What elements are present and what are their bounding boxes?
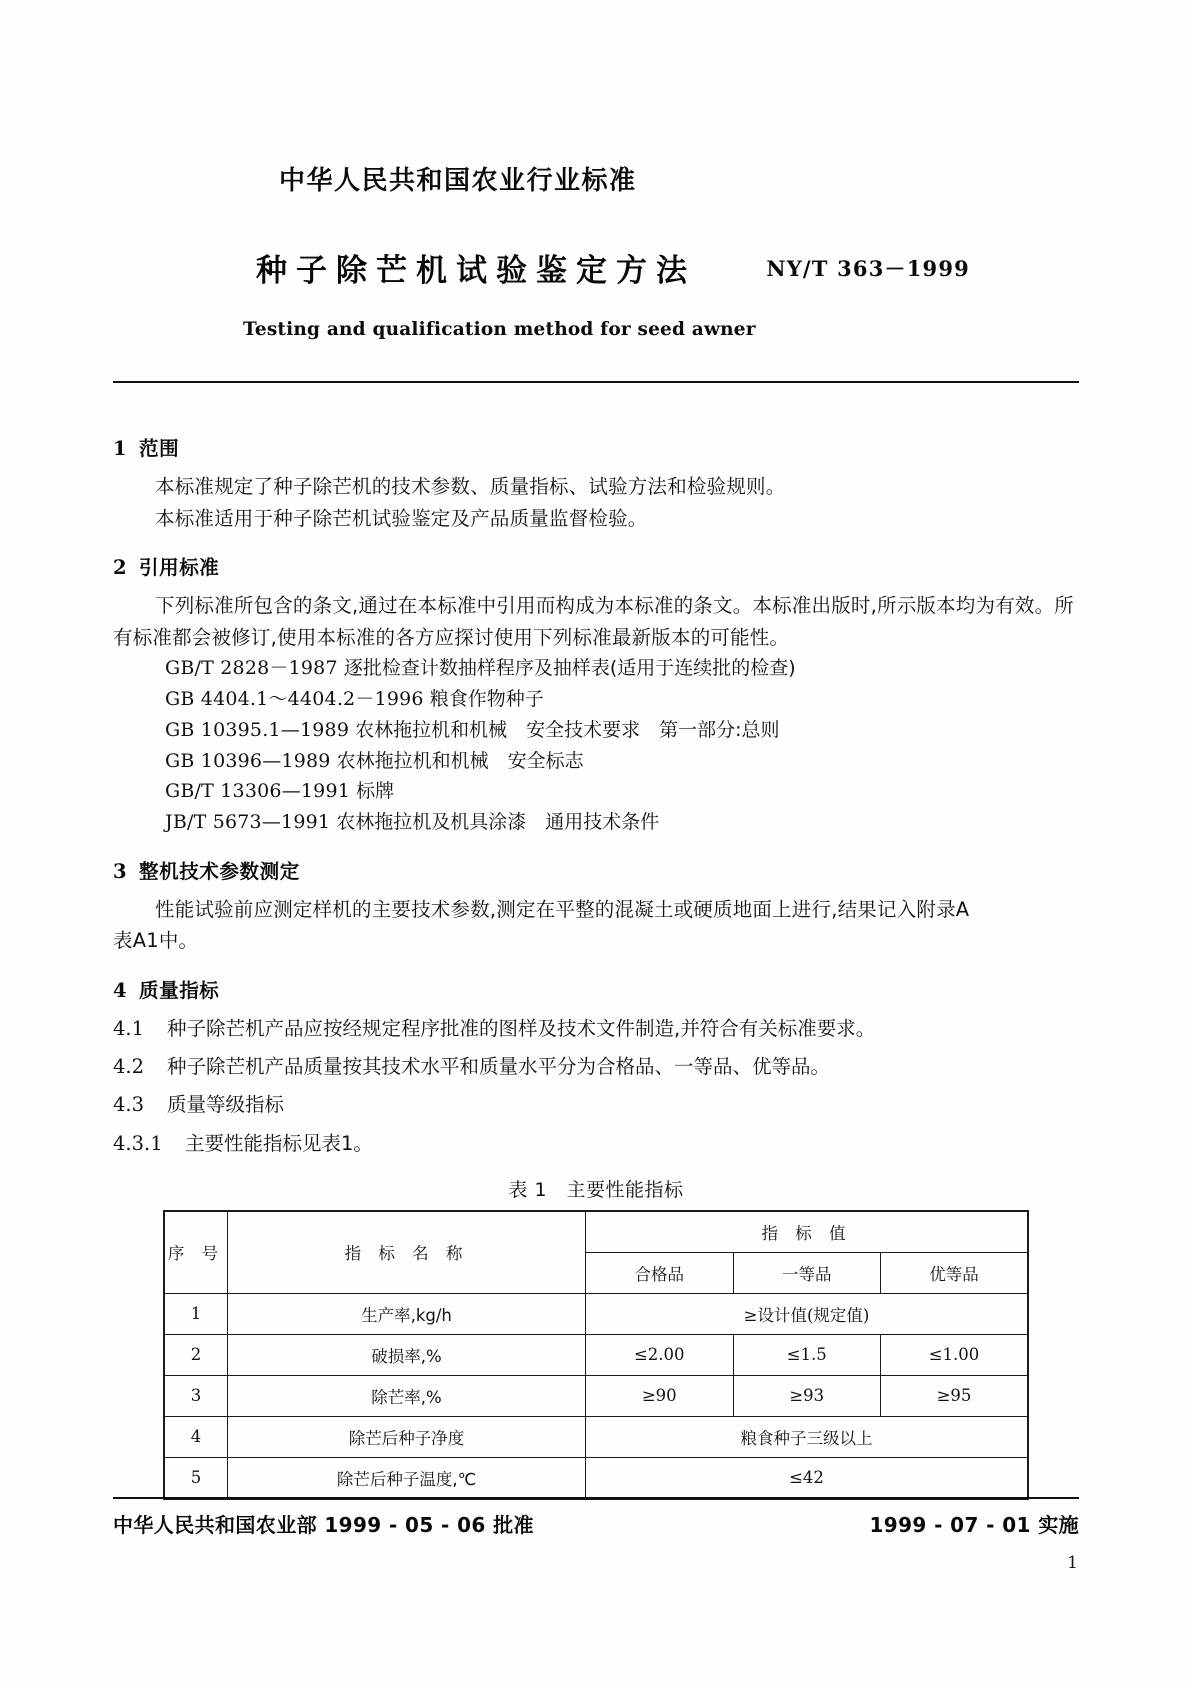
subclause-4-2-number: 4.2 [113,1055,145,1079]
row-index-name: 破损率,% [228,1334,586,1375]
document-title: 种子除芒机试验鉴定方法 [256,253,696,289]
row-value-pass: ≥90 [586,1375,734,1416]
column-header-seq: 序 号 [164,1211,228,1294]
subclause-4-1-text: 种子除芒机产品应按经规定程序批准的图样及技术文件制造,并符合有关标准要求。 [167,1017,876,1041]
section-number-4: 4 [113,979,128,1003]
table-header-row-1 [164,1211,1028,1253]
column-header-grade-pass: 合格品 [586,1252,734,1293]
column-header-grade-first: 一等品 [733,1252,881,1293]
row-value-pass: ≤2.00 [586,1334,734,1375]
row-seq: 1 [164,1293,228,1334]
reference-title: 逐批检查计数抽样程序及抽样表(适用于连续批的检查) [343,657,796,680]
column-header-index-value: 指 标 值 [586,1211,1029,1253]
table-row [164,1375,1028,1416]
table-row [164,1416,1028,1457]
title-row [113,245,1078,293]
subclause-4-3 [113,1089,1079,1120]
reference-code: GB 10395.1—1989 [165,718,350,741]
section-number-1: 1 [113,437,128,460]
column-header-grade-superior: 优等品 [881,1252,1029,1293]
row-seq: 2 [164,1334,228,1375]
reference-item [165,807,1079,838]
section-title-1: 范围 [139,437,180,460]
section-2-paragraph-1: 下列标准所包含的条文,通过在本标准中引用而构成为本标准的条文。本标准出版时,所示版本均为有效。所有标准都会被修订,使用本标准的各方应探讨使用下列标准最新版本的可能性。 [113,594,1074,649]
reference-item [165,684,1079,715]
page-number: 1 [1067,1553,1078,1573]
row-value-merged: ≥设计值(规定值) [586,1293,1029,1334]
header-divider [113,381,1079,383]
subclause-4-3-1 [113,1128,1079,1159]
footer-divider [113,1497,1079,1499]
section-1-paragraph-2: 本标准适用于种子除芒机试验鉴定及产品质量监督检验。 [155,506,648,530]
row-value-superior: ≤1.00 [881,1334,1029,1375]
row-index-name: 生产率,kg/h [228,1293,586,1334]
section-heading-3 [113,856,1079,884]
section-heading-4 [113,975,1079,1003]
reference-code: GB/T 13306—1991 [165,780,351,803]
row-index-name: 除芒后种子净度 [228,1416,586,1457]
standard-number: NY/T 363－1999 [766,256,970,281]
row-value-merged: 粮食种子三级以上 [586,1416,1029,1457]
reference-code: GB/T 2828－1987 [165,657,338,680]
row-value-merged: ≤42 [586,1457,1029,1499]
table-row [164,1293,1028,1334]
approval-statement: 中华人民共和国农业部 1999 - 05 - 06 批准 [113,1513,534,1537]
row-value-first: ≥93 [733,1375,881,1416]
column-header-index-name: 指 标 名 称 [228,1211,586,1294]
performance-index-table [163,1210,1029,1500]
issuing-authority: 中华人民共和国农业行业标准 [279,166,637,196]
section-number-2: 2 [113,556,128,580]
section-number-3: 3 [113,859,128,883]
row-seq: 3 [164,1375,228,1416]
section-title-3: 整机技术参数测定 [139,859,300,883]
subclause-4-1-number: 4.1 [113,1017,145,1041]
reference-item [165,746,1079,777]
section-1-paragraph-1: 本标准规定了种子除芒机的技术参数、质量指标、试验方法和检验规则。 [155,475,786,498]
document-title-english: Testing and qualification method for seed awner [243,319,756,340]
subclause-4-2 [113,1051,1079,1082]
row-value-superior: ≥95 [881,1375,1029,1416]
subclause-4-1 [113,1013,1079,1044]
table-caption: 表 1 主要性能指标 [508,1178,684,1201]
reference-item [165,715,1079,746]
reference-code: JB/T 5673—1991 [165,811,331,834]
table-row [164,1334,1028,1375]
document-body [113,415,1079,1500]
row-index-name: 除芒率,% [228,1375,586,1416]
reference-title: 粮食作物种子 [429,688,544,711]
subclause-4-3-1-text: 主要性能指标见表1。 [185,1131,373,1155]
subclause-4-3-1-number: 4.3.1 [113,1131,163,1155]
reference-title: 农林拖拉机和机械 安全标志 [336,749,584,772]
row-seq: 4 [164,1416,228,1457]
subclause-4-2-text: 种子除芒机产品质量按其技术水平和质量水平分为合格品、一等品、优等品。 [167,1055,831,1079]
section-heading-2 [113,552,1079,580]
reference-code: GB 10396—1989 [165,749,331,772]
reference-title: 农林拖拉机和机械 安全技术要求 第一部分:总则 [355,718,780,741]
reference-item [165,776,1079,807]
table-row [164,1457,1028,1499]
section-title-4: 质量指标 [139,979,220,1003]
implementation-date: 1999 - 07 - 01 实施 [869,1513,1079,1537]
row-value-first: ≤1.5 [733,1334,881,1375]
subclause-4-3-text: 质量等级指标 [167,1093,285,1117]
row-index-name: 除芒后种子温度,℃ [228,1457,586,1499]
page-footer [113,1509,1079,1538]
subclause-4-3-number: 4.3 [113,1093,145,1117]
masthead [113,160,1078,340]
reference-code: GB 4404.1～4404.2－1996 [165,688,424,711]
reference-item [165,653,1079,684]
section-3-paragraph-2: 表A1中。 [113,929,199,953]
section-heading-1 [113,433,1079,461]
section-3-paragraph-1: 性能试验前应测定样机的主要技术参数,测定在平整的混凝土或硬质地面上进行,结果记入附录A [155,897,970,921]
reference-title: 农林拖拉机及机具涂漆 通用技术条件 [336,811,660,834]
reference-title: 标牌 [356,780,395,803]
section-title-2: 引用标准 [139,556,220,580]
row-seq: 5 [164,1457,228,1499]
